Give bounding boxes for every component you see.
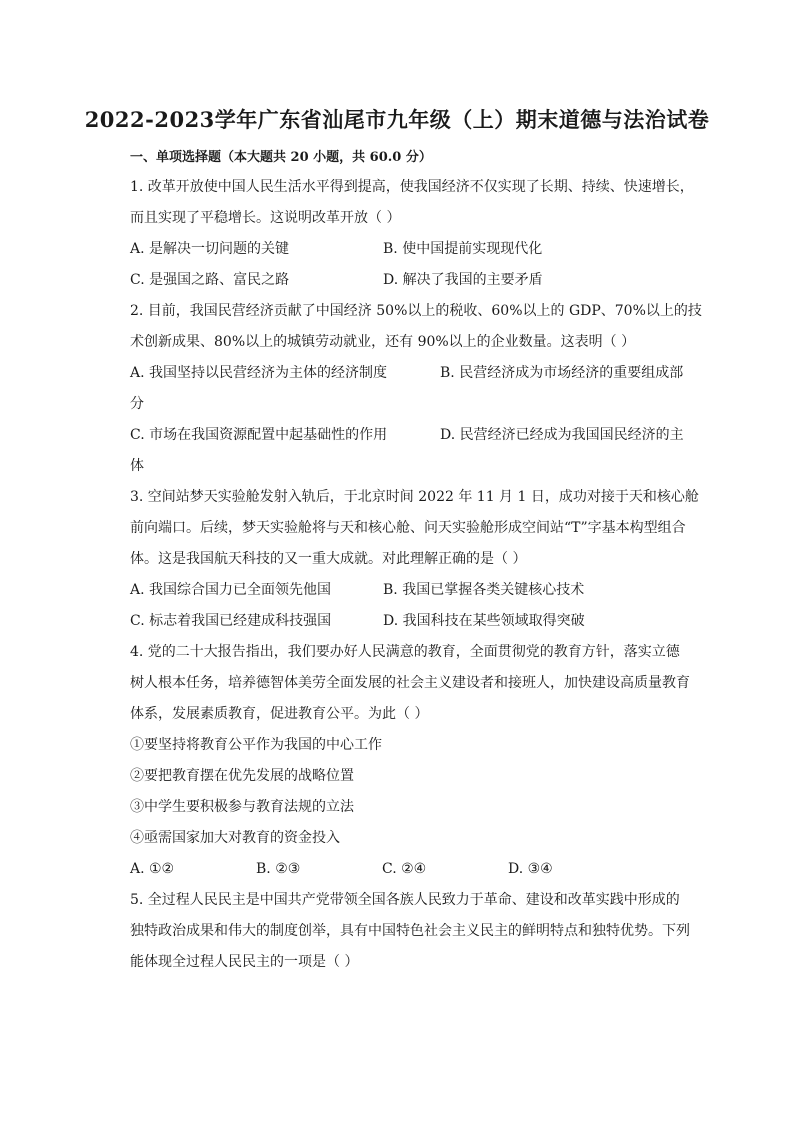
q2-option-b: B. 民营经济成为市场经济的重要组成部 [440,365,684,381]
exam-title: 2022-2023学年广东省汕尾市九年级（上）期末道德与法治试卷 [84,107,710,132]
q1-option-b: B. 使中国提前实现现代化 [383,241,543,257]
q2-stem-line-1: 2. 目前，我国民营经济贡献了中国经济 50%以上的税收、60%以上的 GDP、70%以上的技 [130,303,702,319]
q4-option-c: C. ②④ [382,861,427,877]
q4-stem-line-3: 体系，发展素质教育，促进教育公平。为此（ ） [130,706,429,722]
q4-option-a: A. ①② [130,861,175,877]
q5-stem-line-3: 能体现全过程人民民主的一项是（ ） [130,954,359,970]
q2-option-d: D. 民营经济已经成为我国国民经济的主 [440,427,684,443]
q3-option-c: C. 标志着我国已经建成科技强国 [130,613,332,629]
q1-option-c: C. 是强国之路、富民之路 [130,272,290,288]
q2-option-b-continued: 分 [130,396,144,412]
q4-statement-4: ④亟需国家加大对教育的资金投入 [130,830,340,846]
q1-option-a: A. 是解决一切问题的关键 [130,241,290,257]
q3-stem-line-2: 前向端口。后续，梦天实验舱将与天和核心舱、问天实验舱形成空间站“T”字基本构型组合 [130,520,686,536]
q3-option-b: B. 我国已掌握各类关键核心技术 [383,582,585,598]
q2-option-d-continued: 体 [130,458,144,474]
q4-option-d: D. ③④ [508,861,553,877]
q3-option-a: A. 我国综合国力已全面领先他国 [130,582,332,598]
q3-option-d: D. 我国科技在某些领域取得突破 [383,613,585,629]
q1-option-d: D. 解决了我国的主要矛盾 [383,272,543,288]
section-header: 一、单项选择题（本大题共 20 小题，共 60.0 分） [130,150,432,165]
q2-option-a: A. 我国坚持以民营经济为主体的经济制度 [130,365,388,381]
q4-stem-line-2: 树人根本任务，培养德智体美劳全面发展的社会主义建设者和接班人，加快建设高质量教育 [130,675,690,691]
q4-statement-3: ③中学生要积极参与教育法规的立法 [130,799,354,815]
q5-stem-line-1: 5. 全过程人民民主是中国共产党带领全国各族人民致力于革命、建设和改革实践中形成的 [130,892,680,908]
q3-stem-line-3: 体。这是我国航天科技的又一重大成就。对此理解正确的是（ ） [130,551,527,567]
q1-stem-line-2: 而且实现了平稳增长。这说明改革开放（ ） [130,210,401,226]
q4-statement-2: ②要把教育摆在优先发展的战略位置 [130,768,354,784]
q1-stem-line-1: 1. 改革开放使中国人民生活水平得到提高，使我国经济不仅实现了长期、持续、快速增长， [130,179,694,195]
q2-option-c: C. 市场在我国资源配置中起基础性的作用 [130,427,388,443]
q3-stem-line-1: 3. 空间站梦天实验舱发射入轨后，于北京时间 2022 年 11 月 1 日，成功对接于天和核心舱 [130,489,699,505]
q4-option-b: B. ②③ [256,861,301,877]
q2-stem-line-2: 术创新成果、80%以上的城镇劳动就业，还有 90%以上的企业数量。这表明（ ） [130,334,636,350]
q5-stem-line-2: 独特政治成果和伟大的制度创举，具有中国特色社会主义民主的鲜明特点和独特优势。下列 [130,923,690,939]
q4-stem-line-1: 4. 党的二十大报告指出，我们要办好人民满意的教育，全面贯彻党的教育方针，落实立德 [130,644,680,660]
q4-statement-1: ①要坚持将教育公平作为我国的中心工作 [130,737,382,753]
